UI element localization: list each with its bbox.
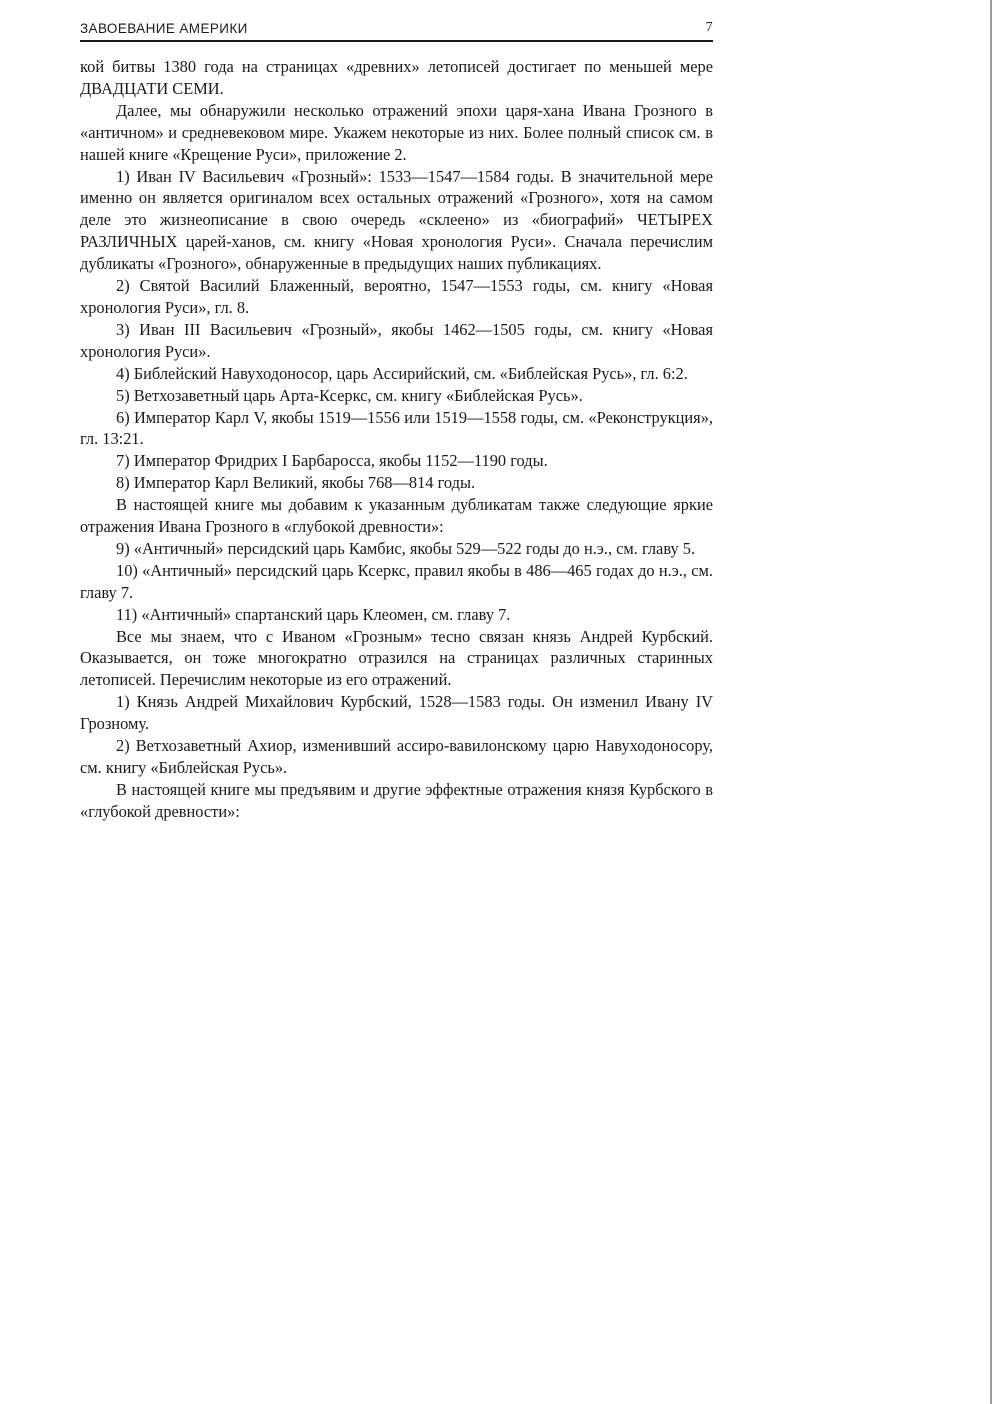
list-item: 6) Император Карл V, якобы 1519—1556 или 1519—1558 годы, см. «Реконструкция», гл. 13:21. <box>80 407 713 449</box>
paragraph: В настоящей книге мы предъявим и другие эффектные отражения князя Курбского в «глубокой древности»: <box>80 779 713 821</box>
page-number: 7 <box>705 20 713 35</box>
running-header <box>80 14 713 42</box>
list-item: 3) Иван III Васильевич «Грозный», якобы 1462—1505 годы, см. книгу «Новая хронология Руси». <box>80 319 713 361</box>
body-text <box>80 56 713 823</box>
list-item: 11) «Античный» спартанский царь Клеомен, см. главу 7. <box>116 604 511 624</box>
list-item: 8) Император Карл Великий, якобы 768—814 годы. <box>116 473 476 493</box>
list-item: 10) «Античный» персидский царь Ксеркс, правил якобы в 486—465 годах до н.э., см. главу 7. <box>80 560 713 602</box>
paragraph: В настоящей книге мы добавим к указанным дубликатам также следующие яркие отражения Ивана Грозного в «глубокой древности»: <box>80 495 713 537</box>
paragraph: Далее, мы обнаружили несколько отражений эпохи царя-хана Ивана Грозного в «античном» и средневековом мире. Укажем некоторые из них. Более полный список см. в нашей книге «Крещение Руси», приложение 2. <box>80 100 713 164</box>
list-item: 1) Иван IV Васильевич «Грозный»: 1533—1547—1584 годы. В значительной мере именно он является оригиналом всех остальных отражений «Грозного», хотя на самом деле это жизнеописание в свою очередь «склеено» из «биографий» ЧЕТЫРЕХ РАЗЛИЧНЫХ царей-ханов, см. книгу «Новая хронология Руси». Сначала перечислим дубликаты «Грозного», обнаруженные в предыдущих наших публикациях. <box>80 166 713 274</box>
list-item: 7) Император Фридрих I Барбаросса, якобы 1152—1190 годы. <box>116 451 548 471</box>
book-page <box>80 14 713 823</box>
paragraph: Все мы знаем, что с Иваном «Грозным» тесно связан князь Андрей Курбский. Оказывается, он тоже многократно отразился на страницах различных старинных летописей. Перечислим некоторые из его отражений. <box>80 626 713 690</box>
list-item: 1) Князь Андрей Михайлович Курбский, 1528—1583 годы. Он изменил Ивану IV Грозному. <box>80 692 713 734</box>
list-item: 4) Библейский Навуходоносор, царь Ассирийский, см. «Библейская Русь», гл. 6:2. <box>116 363 688 383</box>
list-item: 5) Ветхозаветный царь Арта-Ксеркс, см. книгу «Библейская Русь». <box>116 385 583 405</box>
running-title: ЗАВОЕВАНИЕ АМЕРИКИ <box>80 21 248 36</box>
paragraph: кой битвы 1380 года на страницах «древних» летописей достигает по меньшей мере ДВАДЦАТИ СЕМИ. <box>80 57 713 98</box>
list-item: 9) «Античный» персидский царь Камбис, якобы 529—522 годы до н.э., см. главу 5. <box>116 538 696 558</box>
list-item: 2) Святой Василий Блаженный, вероятно, 1547—1553 годы, см. книгу «Новая хронология Руси», гл. 8. <box>80 276 713 317</box>
list-item: 2) Ветхозаветный Ахиор, изменивший ассиро-вавилонскому царю Навуходоносору, см. книгу «Библейская Русь». <box>80 736 713 777</box>
